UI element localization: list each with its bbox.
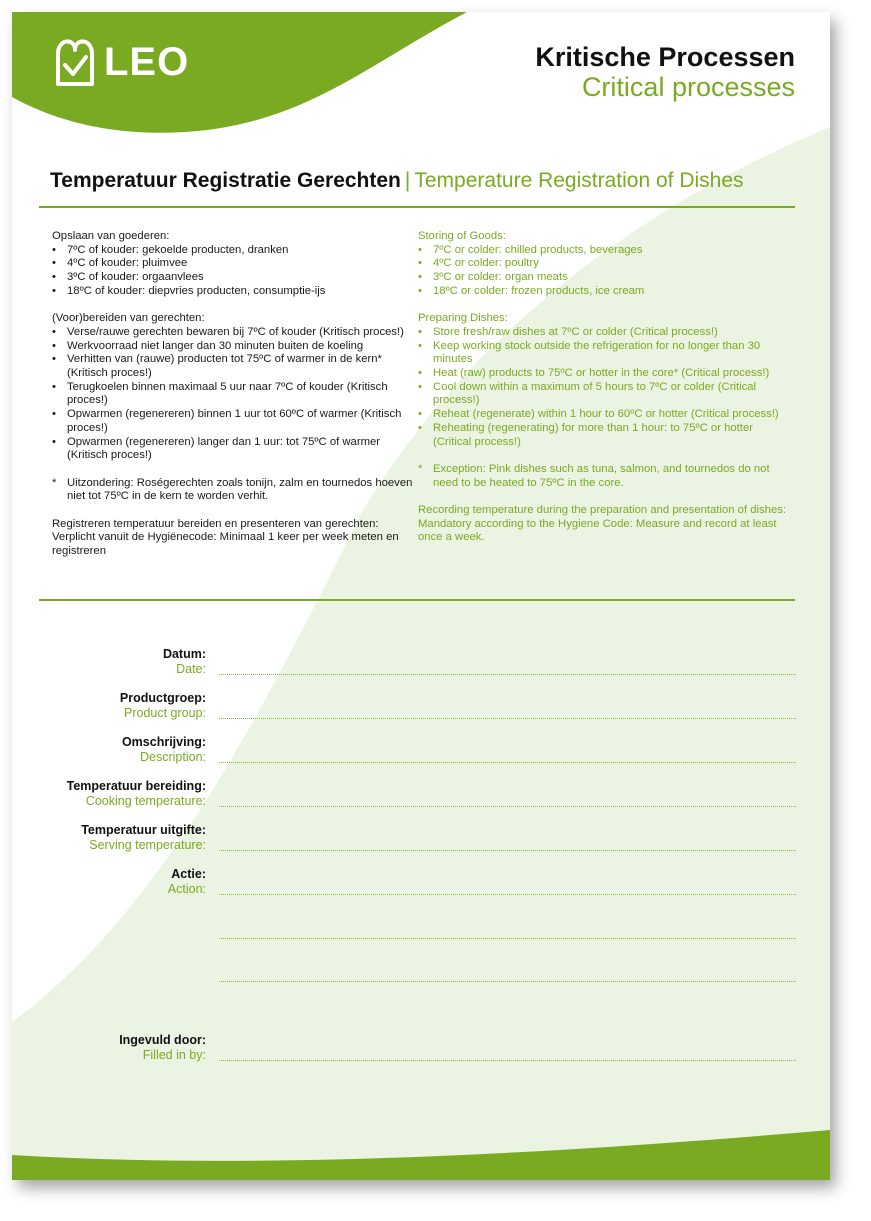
- list-item: • Cool down within a maximum of 5 hours to 7ºC or colder (Critical process!): [418, 381, 788, 408]
- filled-in-by-label-en: Filled in by:: [142, 1047, 206, 1062]
- list-item: • Reheating (regenerating) for more than 1 hour: to 75ºC or hotter (Critical process!): [418, 422, 788, 449]
- list-item: • 18ºC or colder: frozen products, ice cream: [418, 285, 788, 299]
- list-item: • 3ºC or colder: organ meats: [418, 271, 788, 285]
- description-label: Omschrijving:: [121, 735, 206, 749]
- list-item: • Opwarmen (regenereren) langer dan 1 uur: tot 75ºC of warmer (Kritisch proces!): [52, 436, 422, 463]
- prep-title: Preparing Dishes:: [418, 312, 508, 325]
- action-label: Actie:: [171, 867, 206, 881]
- page-title: [535, 42, 795, 102]
- list-item: • Verhitten van (rauwe) producten tot 75ºC of warmer in de kern* (Kritisch proces!): [52, 353, 422, 380]
- action-input-line-2[interactable]: [219, 938, 796, 939]
- product-group-input-line[interactable]: [219, 718, 796, 719]
- list-item: • Keep working stock outside the refrigeration for no longer than 30 minutes: [418, 340, 788, 367]
- list-item: • 3ºC of kouder: orgaanvlees: [52, 271, 422, 285]
- heart-check-icon: [52, 34, 98, 90]
- date-label-en: Date:: [176, 661, 206, 676]
- action-field: [12, 867, 830, 897]
- form-sheet: [12, 12, 830, 1180]
- list-item: • 7ºC or colder: chilled products, beverages: [418, 244, 788, 258]
- logo-text: LEO: [104, 39, 190, 84]
- note-mark: *: [52, 476, 57, 489]
- list-item: • Verse/rauwe gerechten bewaren bij 7ºC of kouder (Kritisch proces!): [52, 326, 422, 340]
- filled-in-by-input-line[interactable]: [219, 1060, 796, 1061]
- filled-in-by-label: Ingevuld door:: [119, 1033, 206, 1047]
- list-item: • 7ºC of kouder: gekoelde producten, dranken: [52, 244, 422, 258]
- title-dutch: Kritische Processen: [535, 42, 795, 72]
- heading-dutch: Temperatuur Registratie Gerechten: [50, 169, 401, 192]
- note-text: Exception: Pink dishes such as tuna, salmon, and tournedos do not need to be heated to 75ºC in the core.: [433, 462, 770, 489]
- prep-list: [418, 326, 788, 449]
- register-text: Registreren temperatuur bereiden en presenteren van gerechten: Verplicht vanuit de Hygiënecode: Minimaal 1 keer per week meten en registreren: [52, 517, 399, 558]
- date-input-line[interactable]: [219, 674, 796, 675]
- instructions-dutch: [52, 230, 422, 559]
- product-group-field: [12, 691, 830, 721]
- list-item: • Store fresh/raw dishes at 7ºC or colder (Critical process!): [418, 326, 788, 340]
- list-item: • Werkvoorraad niet langer dan 30 minuten buiten de koeling: [52, 340, 422, 354]
- exception-note: [52, 477, 422, 504]
- note-text: Uitzondering: Roségerechten zoals tonijn, zalm en tournedos hoeven niet tot 75ºC in de kern te worden verhit.: [67, 476, 413, 503]
- storage-list: [52, 244, 422, 299]
- storage-title: Opslaan van goederen:: [52, 230, 170, 242]
- logo: [52, 34, 189, 90]
- prep-list: [52, 326, 422, 463]
- instructions-english: [418, 230, 788, 545]
- note-mark: *: [418, 462, 423, 475]
- cooking-temperature-input-line[interactable]: [219, 806, 796, 807]
- heading-separator: |: [404, 169, 411, 192]
- cooking-temperature-field: [12, 779, 830, 809]
- list-item: • 4ºC of kouder: pluimvee: [52, 257, 422, 271]
- title-english: Critical processes: [581, 72, 795, 102]
- serving-temperature-label: Temperatuur uitgifte:: [81, 823, 206, 837]
- date-label: Datum:: [162, 647, 206, 661]
- action-input-line[interactable]: [219, 894, 796, 895]
- divider-bottom: [39, 599, 795, 601]
- description-label-en: Description:: [140, 749, 206, 764]
- list-item: • 4ºC or colder: poultry: [418, 257, 788, 271]
- description-field: [12, 735, 830, 765]
- exception-note: [418, 463, 788, 490]
- list-item: • Terugkoelen binnen maximaal 5 uur naar 7ºC of kouder (Kritisch proces!): [52, 381, 422, 408]
- cooking-temperature-label: Temperatuur bereiding:: [66, 779, 206, 793]
- serving-temperature-label-en: Serving temperature:: [89, 837, 206, 852]
- section-heading: [50, 169, 744, 193]
- list-item: • Reheat (regenerate) within 1 hour to 60ºC or hotter (Critical process!): [418, 408, 788, 422]
- serving-temperature-field: [12, 823, 830, 853]
- list-item: • Heat (raw) products to 75ºC or hotter in the core* (Critical process!): [418, 367, 788, 381]
- serving-temperature-input-line[interactable]: [219, 850, 796, 851]
- prep-title: (Voor)bereiden van gerechten:: [52, 312, 205, 325]
- register-text: Recording temperature during the preparation and presentation of dishes: Mandatory according to the Hygiene Code: Measure and record at least once a week.: [418, 504, 787, 544]
- product-group-label: Productgroep:: [119, 691, 206, 705]
- date-field: [12, 647, 830, 677]
- divider-top: [39, 206, 795, 208]
- list-item: • Opwarmen (regenereren) binnen 1 uur tot 60ºC of warmer (Kritisch proces!): [52, 408, 422, 435]
- list-item: • 18ºC of kouder: diepvries producten, consumptie-ijs: [52, 285, 422, 299]
- heading-english: Temperature Registration of Dishes: [414, 169, 744, 192]
- action-label-en: Action:: [167, 881, 206, 896]
- product-group-label-en: Product group:: [124, 705, 206, 720]
- action-input-line-3[interactable]: [219, 981, 796, 982]
- cooking-temperature-label-en: Cooking temperature:: [85, 793, 206, 808]
- storage-title: Storing of Goods:: [418, 230, 506, 242]
- description-input-line[interactable]: [219, 762, 796, 763]
- filled-in-by-field: [12, 1033, 830, 1063]
- storage-list: [418, 244, 788, 299]
